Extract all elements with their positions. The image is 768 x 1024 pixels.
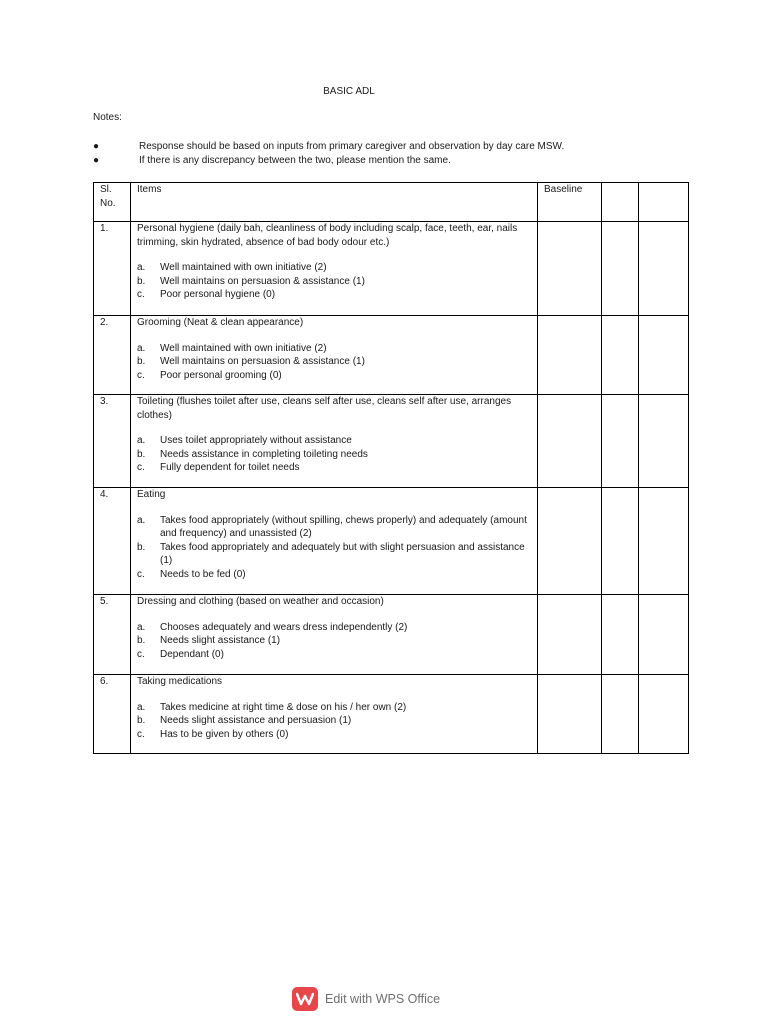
option-letter: c. [137,369,145,381]
empty-cell [639,222,689,316]
empty-cell [639,316,689,395]
option-text: Poor personal hygiene (0) [160,289,276,300]
option-letter: c. [137,289,145,300]
option-text: Needs to be fed (0) [160,568,246,580]
row-number: 1. [94,222,131,316]
table-row [94,316,689,395]
option-letter: b. [137,448,146,460]
header-baseline: Baseline [538,183,602,222]
note-item [93,154,564,168]
option-text: Uses toilet appropriately without assistance [160,435,352,446]
table-row [94,675,689,754]
option-letter: c. [137,728,145,740]
row-item-cell [131,395,538,488]
table-row [94,488,689,595]
table-row [94,595,689,675]
row-item-cell [131,675,538,754]
option-text: Takes medicine at right time & dose on his / her own (2) [160,701,407,713]
note-text: Response should be based on inputs from primary caregiver and observation by day care MSW. [139,141,565,152]
option-text: Well maintained with own initiative (2) [160,342,327,354]
option-text: Takes food appropriately (without spilling, chews properly) and adequately (amount and frequency) and unassisted (2) [160,514,527,539]
row-number: 4. [94,488,131,595]
notes-label: Notes: [93,112,122,123]
note-item [93,140,564,154]
option-text: Fully dependent for toilet needs [160,462,300,473]
option-item [137,648,531,662]
option-item [137,514,531,541]
row-number: 6. [94,675,131,754]
header-empty-cell [602,183,639,222]
row-item-cell [131,488,538,595]
empty-cell [602,675,639,754]
option-item [137,434,531,448]
option-item [137,369,531,383]
option-letter: c. [137,462,145,473]
option-text: Needs slight assistance and persuasion (1) [160,715,352,726]
empty-cell [602,488,639,595]
table-row [94,395,689,488]
option-letter: a. [137,701,146,713]
option-item [137,342,531,356]
option-item [137,448,531,462]
option-letter: c. [137,568,145,580]
item-title: Taking medications [137,676,223,687]
option-text: Needs slight assistance (1) [160,635,281,646]
option-item [137,634,531,648]
option-letter: b. [137,275,146,287]
empty-cell [639,488,689,595]
item-title: Personal hygiene (daily bah, cleanliness of body including scalp, face, teeth, ear, nails trimming, skin hydrated, absence of bad body odour etc.) [137,223,518,248]
option-letter: b. [137,715,146,726]
page-title: BASIC ADL [323,86,375,97]
wps-logo-icon [292,987,318,1011]
option-text: Chooses adequately and wears dress independently (2) [160,621,408,633]
option-letter: b. [137,541,146,553]
option-text: Well maintains on persuasion & assistance (1) [160,275,365,287]
baseline-cell [538,595,602,675]
baseline-cell [538,395,602,488]
bullet-icon: ● [93,155,100,166]
option-letter: a. [137,621,146,633]
option-text: Well maintained with own initiative (2) [160,262,327,273]
row-item-cell [131,595,538,675]
option-letter: a. [137,435,146,446]
option-item [137,261,531,275]
option-item [137,541,531,568]
option-text: Poor personal grooming (0) [160,369,282,381]
item-title: Toileting (flushes toilet after use, cleans self after use, cleans self after use, arranges clothes) [137,396,512,421]
option-letter: b. [137,356,146,367]
note-text: If there is any discrepancy between the two, please mention the same. [139,155,451,166]
item-title: Eating [137,489,166,500]
footer-text: Edit with WPS Office [325,992,441,1006]
option-letter: c. [137,648,145,660]
empty-cell [602,395,639,488]
option-text: Takes food appropriately and adequately but with slight persuasion and assistance (1) [160,541,525,566]
header-items: Items [131,183,538,222]
item-title: Dressing and clothing (based on weather and occasion) [137,596,384,607]
table-header-row [94,183,689,222]
option-item [137,568,531,582]
empty-cell [602,316,639,395]
option-item [137,621,531,635]
baseline-cell [538,316,602,395]
option-item [137,714,531,728]
row-item-cell [131,222,538,316]
option-letter: a. [137,342,146,354]
option-item [137,728,531,742]
item-title: Grooming (Neat & clean appearance) [137,317,304,328]
row-number: 2. [94,316,131,395]
bullet-icon: ● [93,141,100,152]
wps-footer [292,987,440,1011]
wps-w-icon [296,992,314,1006]
option-text: Dependant (0) [160,648,224,660]
adl-table [93,182,689,754]
row-item-cell [131,316,538,395]
baseline-cell [538,488,602,595]
option-item [137,701,531,715]
empty-cell [639,595,689,675]
option-item [137,275,531,289]
header-sl-no: Sl. No. [94,183,131,222]
option-text: Needs assistance in completing toileting needs [160,448,368,460]
empty-cell [602,595,639,675]
empty-cell [639,675,689,754]
option-item [137,461,531,475]
notes-list [93,140,564,168]
option-item [137,288,531,302]
option-text: Well maintains on persuasion & assistance (1) [160,356,365,367]
row-number: 3. [94,395,131,488]
option-letter: a. [137,262,146,273]
row-number: 5. [94,595,131,675]
table-row [94,222,689,316]
option-item [137,355,531,369]
baseline-cell [538,222,602,316]
option-letter: a. [137,514,146,526]
empty-cell [639,395,689,488]
header-empty-cell [639,183,689,222]
baseline-cell [538,675,602,754]
option-text: Has to be given by others (0) [160,728,289,740]
option-letter: b. [137,635,146,646]
empty-cell [602,222,639,316]
